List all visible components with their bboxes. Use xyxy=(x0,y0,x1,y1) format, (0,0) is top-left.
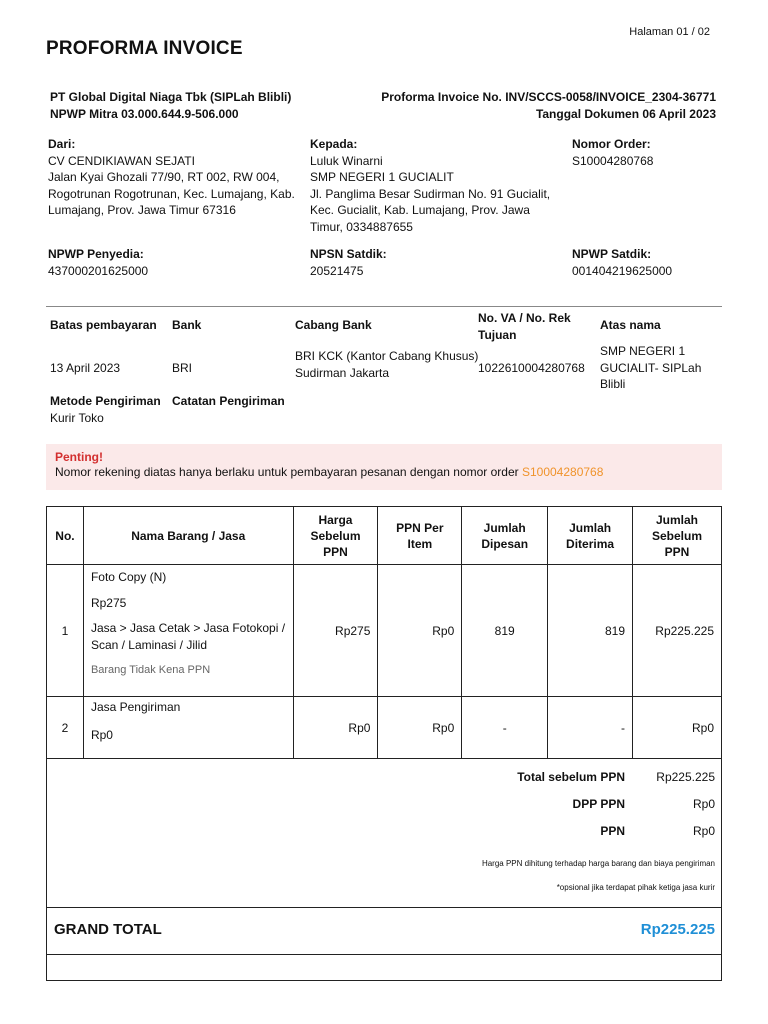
item-total: Rp225.225 xyxy=(633,565,722,697)
column-header-received xyxy=(548,507,633,565)
item-price: Rp275 xyxy=(293,565,378,697)
item-description xyxy=(83,565,293,697)
dpp-ppn-value: Rp0 xyxy=(692,797,715,811)
summary-box xyxy=(46,756,722,908)
to-block xyxy=(310,136,550,235)
seller-name: PT Global Digital Niaga Tbk (SIPLah Blibli) xyxy=(50,90,292,104)
courier-note: *opsional jika terdapat pihak ketiga jasa kurir xyxy=(556,883,715,892)
to-address-line: Jl. Panglima Besar Sudirman No. 91 Gucialit, xyxy=(310,186,551,201)
items-table xyxy=(46,506,722,759)
npwp-penyedia-value: 437000201625000 xyxy=(48,263,149,278)
item-unit-price: Rp0 xyxy=(90,727,113,742)
notice-text xyxy=(55,465,603,479)
npwp-satdik-label: NPWP Satdik: xyxy=(572,247,652,261)
payment-account-name-line: Blibli xyxy=(600,377,626,391)
invoice-date: Tanggal Dokumen 06 April 2023 xyxy=(535,107,716,121)
notice-message: Nomor rekening diatas hanya berlaku untuk pembayaran pesanan dengan nomor order xyxy=(55,465,522,479)
payment-account-name xyxy=(600,343,701,393)
payment-account-name-line: SMP NEGERI 1 xyxy=(600,344,686,358)
column-header-line: Jumlah xyxy=(569,520,612,535)
order-label: Nomor Order: xyxy=(572,137,651,151)
item-total: Rp0 xyxy=(633,697,722,759)
item-category-line: Jasa > Jasa Cetak > Jasa Fotokopi / xyxy=(90,621,286,635)
item-ppn: Rp0 xyxy=(378,697,462,759)
column-header-line: PPN xyxy=(664,544,690,559)
shipping-note-header: Catatan Pengiriman xyxy=(172,394,285,408)
column-header-line: Jumlah xyxy=(656,512,699,527)
grand-total-box xyxy=(46,907,722,955)
column-header-no: No. xyxy=(47,507,84,565)
table-row xyxy=(47,565,722,697)
payment-bank: BRI xyxy=(172,361,193,375)
npwp-penyedia-label: NPWP Penyedia: xyxy=(48,247,144,261)
to-address-line: Kec. Gucialit, Kab. Lumajang, Prov. Jawa xyxy=(310,203,530,217)
from-address-line: Lumajang, Prov. Jawa Timur 67316 xyxy=(48,203,236,217)
total-before-ppn-label: Total sebelum PPN xyxy=(517,770,625,784)
notice-order-number: S10004280768 xyxy=(521,465,604,479)
from-label: Dari: xyxy=(48,137,76,151)
table-header-row xyxy=(47,507,722,565)
ppn-calculation-note: Harga PPN dihitung terhadap harga barang dan biaya pengiriman xyxy=(481,859,715,868)
item-category-line: Scan / Laminasi / Jilid xyxy=(90,637,207,652)
column-header-line: Harga xyxy=(318,512,353,527)
payment-deadline: 13 April 2023 xyxy=(50,361,121,375)
column-header-price xyxy=(293,507,378,565)
column-header-name: Nama Barang / Jasa xyxy=(83,507,293,565)
invoice-number: Proforma Invoice No. INV/SCCS-0058/INVOICE_2304-36771 xyxy=(381,90,716,104)
payment-va-header-line: Tujuan xyxy=(478,327,517,342)
table-row xyxy=(47,697,722,759)
payment-branch-line: Sudirman Jakarta xyxy=(295,365,390,380)
important-notice xyxy=(46,444,722,490)
npsn-satdik xyxy=(310,246,387,279)
payment-va-header xyxy=(478,310,571,343)
column-header-line: Dipesan xyxy=(481,536,529,551)
column-header-ppn xyxy=(378,507,462,565)
item-name: Jasa Pengiriman xyxy=(90,700,181,714)
column-header-line: Sebelum xyxy=(310,528,361,543)
item-ppn: Rp0 xyxy=(378,565,462,697)
column-header-line: Sebelum xyxy=(652,528,703,543)
payment-bank-header: Bank xyxy=(172,318,202,332)
page-title: PROFORMA INVOICE xyxy=(46,38,243,59)
item-name: Foto Copy (N) xyxy=(90,570,167,584)
total-before-ppn-value: Rp225.225 xyxy=(656,770,715,784)
npsn-satdik-label: NPSN Satdik: xyxy=(310,247,387,261)
payment-va-number: 1022610004280768 xyxy=(478,361,585,375)
order-block xyxy=(572,136,653,169)
npsn-satdik-value: 20521475 xyxy=(310,263,364,278)
to-school: SMP NEGERI 1 GUCIALIT xyxy=(310,170,454,184)
shipping-method-header: Metode Pengiriman xyxy=(50,394,161,408)
payment-branch xyxy=(295,348,478,381)
payment-branch-header: Cabang Bank xyxy=(295,318,372,332)
from-block xyxy=(48,136,295,219)
npwp-satdik xyxy=(572,246,672,279)
item-tax-note: Barang Tidak Kena PPN xyxy=(90,664,211,676)
row-number: 1 xyxy=(47,565,84,697)
column-header-total xyxy=(633,507,722,565)
to-label: Kepada: xyxy=(310,137,358,151)
from-name: CV CENDIKIAWAN SEJATI xyxy=(48,153,195,168)
payment-branch-line: BRI KCK (Kantor Cabang Khusus) xyxy=(295,349,479,363)
ppn-label: PPN xyxy=(600,824,625,838)
row-number: 2 xyxy=(47,697,84,759)
grand-total-value: Rp225.225 xyxy=(640,921,715,938)
item-received-qty: 819 xyxy=(548,565,633,697)
npwp-satdik-value: 001404219625000 xyxy=(572,263,673,278)
column-header-ordered xyxy=(462,507,548,565)
item-price: Rp0 xyxy=(293,697,378,759)
divider xyxy=(46,306,722,307)
dpp-ppn-label: DPP PPN xyxy=(572,797,625,811)
to-address-line: Timur, 0334887655 xyxy=(310,219,413,234)
to-person: Luluk Winarni xyxy=(310,153,383,168)
item-ordered-qty: 819 xyxy=(462,565,548,697)
empty-footer-row xyxy=(46,954,722,981)
column-header-line: Jumlah xyxy=(483,520,526,535)
column-header-line: PPN xyxy=(323,544,348,559)
payment-account-name-line: GUCIALIT- SIPLah xyxy=(600,360,702,375)
seller-npwp: NPWP Mitra 03.000.644.9-506.000 xyxy=(50,107,239,121)
payment-name-header: Atas nama xyxy=(600,318,661,332)
page-number: Halaman 01 / 02 xyxy=(629,26,710,38)
grand-total-label: GRAND TOTAL xyxy=(54,921,162,938)
column-header-line: Diterima xyxy=(566,536,615,551)
item-description xyxy=(83,697,293,759)
from-address-line: Jalan Kyai Ghozali 77/90, RT 002, RW 004, xyxy=(48,170,280,184)
item-received-qty: - xyxy=(548,697,633,759)
shipping-method: Kurir Toko xyxy=(50,411,104,425)
order-number: S10004280768 xyxy=(572,153,654,168)
payment-deadline-header: Batas pembayaran xyxy=(50,318,157,332)
column-header-line: Item xyxy=(407,536,433,551)
payment-va-header-line: No. VA / No. Rek xyxy=(478,311,571,325)
from-address-line: Rogotrunan Rogotrunan, Kec. Lumajang, Kab. xyxy=(48,186,295,201)
ppn-value: Rp0 xyxy=(692,824,715,838)
npwp-penyedia xyxy=(48,246,148,279)
item-unit-price: Rp275 xyxy=(90,595,127,610)
item-ordered-qty: - xyxy=(462,697,548,759)
column-header-line: PPN Per xyxy=(396,520,444,535)
notice-title: Penting! xyxy=(55,450,103,464)
